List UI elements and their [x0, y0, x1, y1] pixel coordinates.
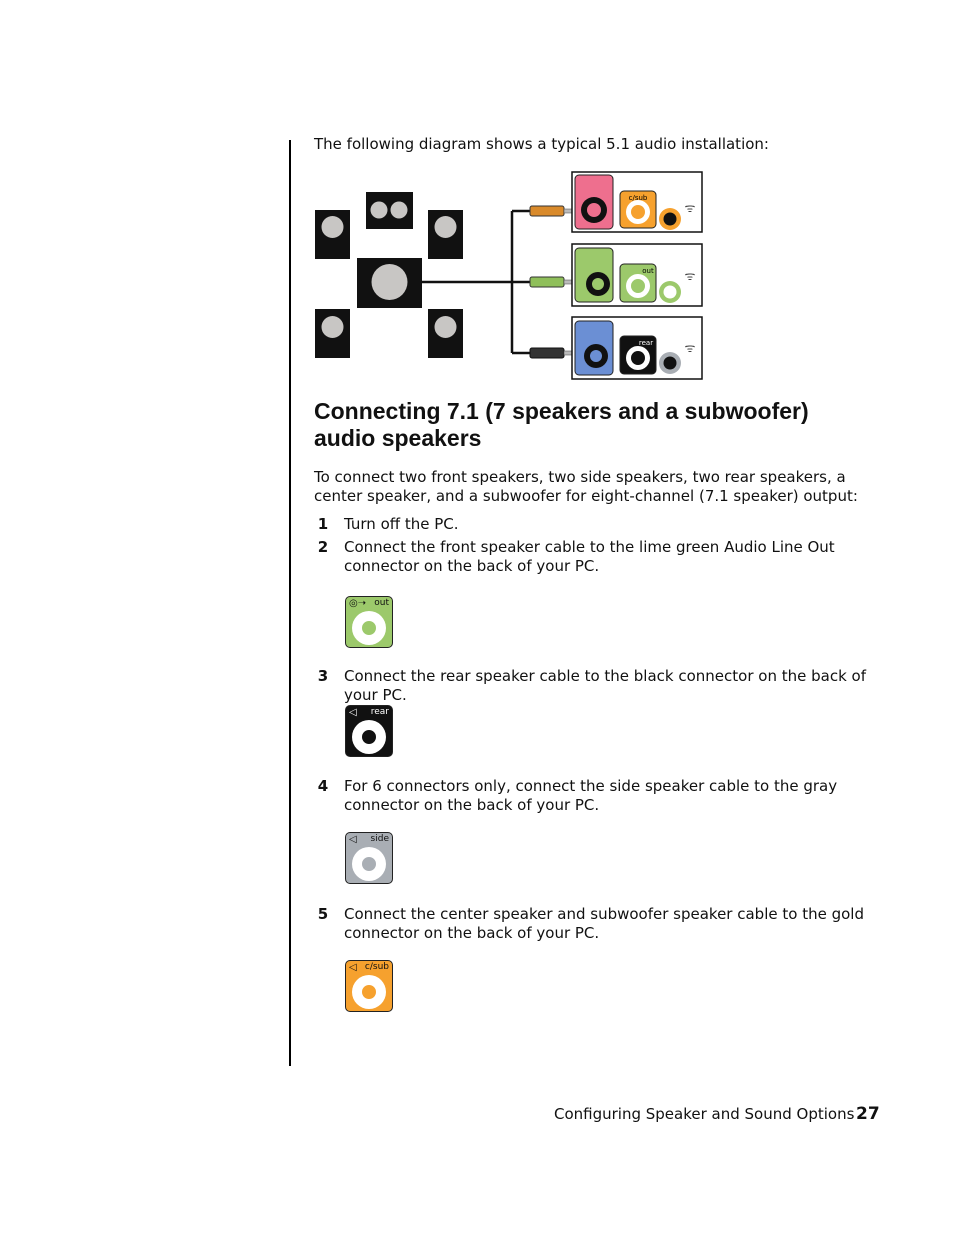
panel-row-1 — [572, 172, 702, 232]
plug-black — [530, 348, 572, 358]
speaker-icon: ◁ — [349, 962, 357, 973]
speaker-front-right — [428, 210, 463, 259]
speaker-icon: ◁ — [349, 707, 357, 718]
step-text: Connect the center speaker and subwoofer speaker cable to the gold connector on the back of your PC. — [344, 905, 864, 942]
audio-installation-diagram — [312, 170, 707, 382]
step-number: 3 — [317, 667, 329, 685]
margin-rule — [289, 140, 291, 1066]
step-5 — [314, 905, 876, 943]
step-text: Connect the rear speaker cable to the black connector on the back of your PC. — [344, 667, 866, 704]
jack-label: side — [370, 834, 389, 844]
gold-csub-jack-icon — [345, 960, 393, 1012]
step-text: Connect the front speaker cable to the lime green Audio Line Out connector on the back of your PC. — [344, 538, 835, 575]
speaker-icon: ◁ — [349, 834, 357, 845]
svg-text:ᯤ: ᯤ — [684, 269, 696, 283]
panel-row-2 — [572, 244, 702, 306]
step-number: 4 — [317, 777, 329, 795]
jack-label: c/sub — [364, 962, 389, 972]
step-4 — [314, 777, 876, 815]
speaker-front-left — [315, 210, 350, 259]
step-text: For 6 connectors only, connect the side speaker cable to the gray connector on the back of your PC. — [344, 777, 838, 814]
subwoofer — [357, 258, 422, 308]
jack-rear-label: rear — [638, 339, 654, 347]
gray-side-jack-icon — [345, 832, 393, 884]
jack-out-label: out — [642, 267, 654, 275]
step-2 — [314, 538, 876, 576]
plug-orange — [530, 206, 572, 216]
svg-text:ᯤ: ᯤ — [684, 201, 696, 215]
step-number: 5 — [317, 905, 329, 923]
intro-paragraph: To connect two front speakers, two side speakers, two rear speakers, a center speaker, and a subwoofer for eight-channel (7.1 speaker) output: — [314, 468, 858, 505]
jack-label: out — [374, 598, 389, 608]
step-number: 1 — [317, 515, 329, 533]
line-out-icon: ◎➝ — [349, 598, 367, 609]
step-3 — [314, 667, 876, 705]
speaker-center — [366, 192, 413, 229]
black-rear-jack-icon — [345, 705, 393, 757]
panel-row-3 — [572, 317, 702, 379]
speaker-rear-right — [428, 309, 463, 358]
step-1 — [314, 515, 876, 534]
lime-out-jack-icon — [345, 596, 393, 648]
step-text: Turn off the PC. — [344, 515, 459, 533]
svg-text:ᯤ: ᯤ — [684, 341, 696, 355]
jack-csub-label: c/sub — [628, 194, 648, 202]
page-number: 27 — [856, 1104, 880, 1124]
footer-title: Configuring Speaker and Sound Options — [554, 1105, 855, 1123]
intro-text: The following diagram shows a typical 5.1 audio installation: — [314, 135, 769, 153]
plug-green — [530, 277, 572, 287]
speaker-rear-left — [315, 309, 350, 358]
step-number: 2 — [317, 538, 329, 556]
jack-label: rear — [370, 707, 389, 717]
section-heading: Connecting 7.1 (7 speakers and a subwoofer) audio speakers — [314, 398, 809, 451]
